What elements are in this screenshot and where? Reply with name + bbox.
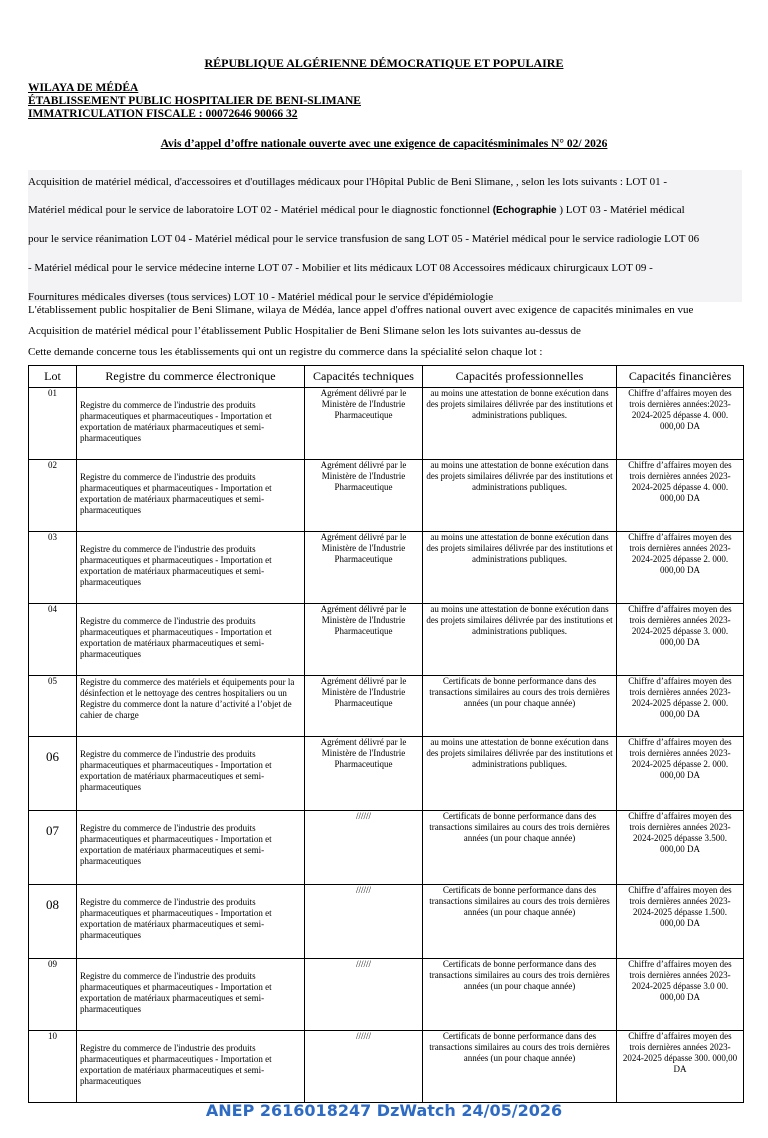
technique-cell: Agrément délivré par le Ministère de l'Industrie Pharmaceutique (305, 388, 423, 460)
intro-line-1: Acquisition de matériel médical, d'accessoires et d'outillages médicaux pour l'Hôpital Public de Beni Slimane, , selon les lots suivants : LOT 01 - (28, 176, 668, 188)
intro-line-2c: ) LOT 03 - Matériel médical (559, 204, 685, 216)
registre-cell: Registre du commerce de l'industrie des produits pharmaceutiques et pharmaceutiques - Importation et exportation de matériaux pharmaceutiques et semi-pharmaceutiques (77, 388, 305, 460)
header-techniques: Capacités techniques (305, 366, 423, 388)
table-row (29, 604, 744, 676)
financier-cell: Chiffre d’affaires moyen des trois dernières années 2023-2024-2025 dépasse 1.500. 000,00 DA (617, 885, 744, 959)
technique-cell: ////// (305, 885, 423, 959)
financier-cell: Chiffre d’affaires moyen des trois dernières années 2023-2024-2025 dépasse 2. 000. 000,00 DA (617, 676, 744, 737)
table-row (29, 737, 744, 811)
table-row (29, 1031, 744, 1103)
table-row (29, 811, 744, 885)
header-professionnelles: Capacités professionnelles (423, 366, 617, 388)
header-financieres: Capacités financières (617, 366, 744, 388)
lot-number: 06 (29, 737, 77, 811)
registre-cell: Registre du commerce de l'industrie des produits pharmaceutiques et pharmaceutiques - Importation et exportation de matériaux pharmaceutiques et semi-pharmaceutiques (77, 737, 305, 811)
professionnel-cell: Certificats de bonne performance dans des transactions similaires au cours des trois dernières années (un pour chaque année) (423, 676, 617, 737)
professionnel-cell: au moins une attestation de bonne exécution dans des projets similaires délivrée par des institutions et administrations publiques. (423, 604, 617, 676)
lot-number: 02 (29, 460, 77, 532)
financier-cell: Chiffre d’affaires moyen des trois dernières années 2023-2024-2025 dépasse 3. 000. 000,00 DA (617, 604, 744, 676)
registre-cell: Registre du commerce de l'industrie des produits pharmaceutiques et pharmaceutiques - Importation et exportation de matériaux pharmaceutiques et semi-pharmaceutiques (77, 885, 305, 959)
echographie-label: (Echographie (492, 205, 557, 216)
registre-cell: Registre du commerce de l'industrie des produits pharmaceutiques et pharmaceutiques - Importation et exportation de matériaux pharmaceutiques et semi-pharmaceutiques (77, 604, 305, 676)
professionnel-cell: Certificats de bonne performance dans des transactions similaires au cours des trois dernières années (un pour chaque année) (423, 1031, 617, 1103)
lot-number: 08 (29, 885, 77, 959)
financier-cell: Chiffre d’affaires moyen des trois dernières années 2023-2024-2025 dépasse 4. 000. 000,00 DA (617, 460, 744, 532)
registre-cell: Registre du commerce de l'industrie des produits pharmaceutiques et pharmaceutiques - Importation et exportation de matériaux pharmaceutiques et semi-pharmaceutiques (77, 811, 305, 885)
professionnel-cell: Certificats de bonne performance dans des transactions similaires au cours des trois dernières années (un pour chaque année) (423, 811, 617, 885)
table-row (29, 460, 744, 532)
financier-cell: Chiffre d’affaires moyen des trois dernières années 2023-2024-2025 dépasse 2. 000. 000,00 DA (617, 532, 744, 604)
professionnel-cell: au moins une attestation de bonne exécution dans des projets similaires délivrée par des institutions et administrations publiques. (423, 532, 617, 604)
wilaya-heading: WILAYA DE MÉDÉA (28, 82, 139, 94)
intro-line-5: Fournitures médicales diverses (tous services) LOT 10 - Matériel médical pour le service d'épidémiologie (28, 291, 494, 303)
lot-number: 04 (29, 604, 77, 676)
table-row (29, 676, 744, 737)
technique-cell: Agrément délivré par le Ministère de l'Industrie Pharmaceutique (305, 676, 423, 737)
financier-cell: Chiffre d’affaires moyen des trois dernières années:2023-2024-2025 dépasse 4. 000. 000,00 DA (617, 388, 744, 460)
professionnel-cell: Certificats de bonne performance dans des transactions similaires au cours des trois dernières années (un pour chaque année) (423, 885, 617, 959)
registre-cell: Registre du commerce de l'industrie des produits pharmaceutiques et pharmaceutiques - Importation et exportation de matériaux pharmaceutiques et semi-pharmaceutiques (77, 460, 305, 532)
table-row (29, 885, 744, 959)
technique-cell: Agrément délivré par le Ministère de l'Industrie Pharmaceutique (305, 532, 423, 604)
financier-cell: Chiffre d’affaires moyen des trois dernières années 2023-2024-2025 dépasse 3.500. 000,00 DA (617, 811, 744, 885)
financier-cell: Chiffre d’affaires moyen des trois dernières années 2023-2024-2025 dépasse 3.0 00. 000,00 DA (617, 959, 744, 1031)
intro-line-2a: Matériel médical pour le service de laboratoire LOT 02 - Matériel médical pour le diagnostic fonctionnel (28, 204, 490, 216)
financier-cell: Chiffre d’affaires moyen des trois dernières années 2023-2024-2025 dépasse 300. 000,00 DA (617, 1031, 744, 1103)
technique-cell: Agrément délivré par le Ministère de l'Industrie Pharmaceutique (305, 737, 423, 811)
technique-cell: ////// (305, 1031, 423, 1103)
notice-title: Avis d’appel d’offre nationale ouverte avec une exigence de capacitésminimales N° 02/ 2026 (160, 138, 608, 150)
paragraph-1: L'établissement public hospitalier de Beni Slimane, wilaya de Médéa, lance appel d'offres national ouvert avec exigence de capacités minimales en vue (28, 304, 694, 316)
table-row (29, 388, 744, 460)
lots-table (28, 365, 744, 1103)
registre-cell: Registre du commerce de l'industrie des produits pharmaceutiques et pharmaceutiques - Importation et exportation de matériaux pharmaceutiques et semi-pharmaceutiques (77, 959, 305, 1031)
lot-number: 10 (29, 1031, 77, 1103)
paragraph-3: Cette demande concerne tous les établissements qui ont un registre du commerce dans la spécialité selon chaque lot : (28, 346, 543, 358)
lot-number: 03 (29, 532, 77, 604)
footer-reference: ANEP 2616018247 DzWatch 24/05/2026 (205, 1101, 563, 1120)
table-row (29, 532, 744, 604)
registre-cell: Registre du commerce de l'industrie des produits pharmaceutiques et pharmaceutiques - Importation et exportation de matériaux pharmaceutiques et semi-pharmaceutiques (77, 1031, 305, 1103)
intro-line-2 (28, 204, 685, 216)
intro-line-3: pour le service réanimation LOT 04 - Matériel médical pour le service transfusion de sang LOT 05 - Matériel médical pour le service radiologie LOT 06 (28, 233, 700, 245)
lot-number: 05 (29, 676, 77, 737)
lot-number: 01 (29, 388, 77, 460)
table-row (29, 959, 744, 1031)
establishment-heading: ÉTABLISSEMENT PUBLIC HOSPITALIER DE BENI-SLIMANE (28, 95, 361, 107)
paragraph-2: Acquisition de matériel médical pour l’établissement Public Hospitalier de Beni Slimane selon les lots suivantes au-dessus de (28, 325, 581, 337)
registre-cell: Registre du commerce de l'industrie des produits pharmaceutiques et pharmaceutiques - Importation et exportation de matériaux pharmaceutiques et semi-pharmaceutiques (77, 532, 305, 604)
header-lot: Lot (29, 366, 77, 388)
technique-cell: Agrément délivré par le Ministère de l'Industrie Pharmaceutique (305, 460, 423, 532)
financier-cell: Chiffre d’affaires moyen des trois dernières années 2023-2024-2025 dépasse 2. 000. 000,00 DA (617, 737, 744, 811)
registre-cell: Registre du commerce des matériels et équipements pour la désinfection et le nettoyage des centres hospitaliers ou un Registre du commerce dont la nature d’activité a l’objet de cahier de charge (77, 676, 305, 737)
technique-cell: ////// (305, 959, 423, 1031)
republic-heading: RÉPUBLIQUE ALGÉRIENNE DÉMOCRATIQUE ET POPULAIRE (204, 56, 564, 70)
lot-number: 09 (29, 959, 77, 1031)
professionnel-cell: Certificats de bonne performance dans des transactions similaires au cours des trois dernières années (un pour chaque année) (423, 959, 617, 1031)
professionnel-cell: au moins une attestation de bonne exécution dans des projets similaires délivrée par des institutions et administrations publiques. (423, 737, 617, 811)
professionnel-cell: au moins une attestation de bonne exécution dans des projets similaires délivrée par des institutions et administrations publiques. (423, 388, 617, 460)
intro-line-4: - Matériel médical pour le service médecine interne LOT 07 - Mobilier et lits médicaux LOT 08 Accessoires médicaux chirurgicaux LOT 09 - (28, 262, 653, 274)
professionnel-cell: au moins une attestation de bonne exécution dans des projets similaires délivrée par des institutions et administrations publiques. (423, 460, 617, 532)
lot-number: 07 (29, 811, 77, 885)
technique-cell: ////// (305, 811, 423, 885)
header-registre: Registre du commerce électronique (77, 366, 305, 388)
fiscal-id: IMMATRICULATION FISCALE : 00072646 90066 32 (28, 108, 298, 120)
technique-cell: Agrément délivré par le Ministère de l'Industrie Pharmaceutique (305, 604, 423, 676)
table-header-row (29, 366, 744, 388)
